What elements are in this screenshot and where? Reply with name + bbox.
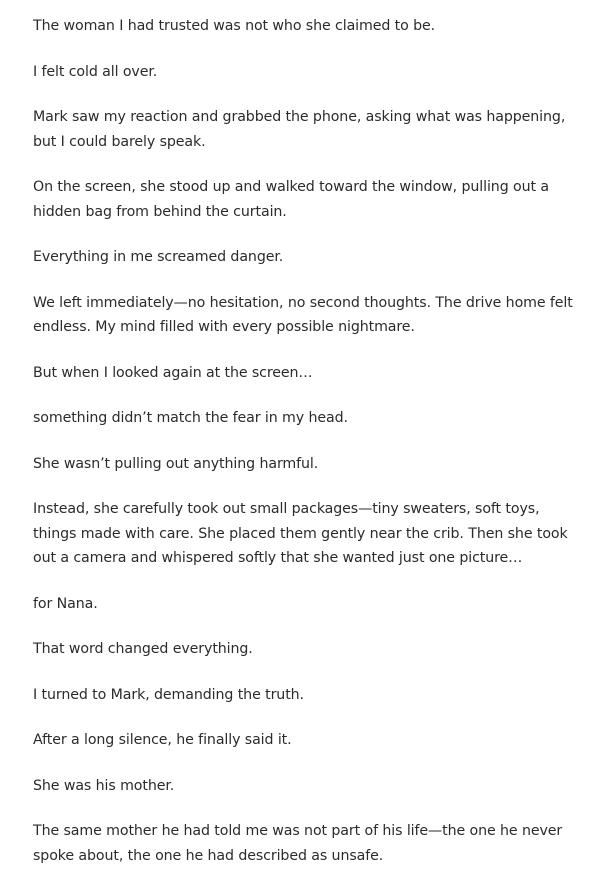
paragraph: We left immediately—no hesitation, no second thoughts. The drive home felt endless. My mind filled with every possible nightmare. [33, 294, 573, 335]
paragraph: The same mother he had told me was not part of his life—the one he never spoke about, the one he had described as unsafe. [33, 823, 563, 864]
paragraph: for Nana. [33, 595, 98, 612]
paragraph: Instead, she carefully took out small packages—tiny sweaters, soft toys, things made with care. She placed them gently near the crib. Then she took out a camera and whispered softly that she wanted just one picture… [33, 501, 568, 566]
paragraph: She was his mother. [33, 777, 175, 794]
paragraph: Mark saw my reaction and grabbed the phone, asking what was happening, but I could barely speak. [33, 109, 566, 150]
paragraph: Everything in me screamed danger. [33, 249, 284, 265]
paragraph: something didn’t match the fear in my head. [33, 410, 348, 426]
paragraph: I turned to Mark, demanding the truth. [33, 686, 304, 703]
paragraph: On the screen, she stood up and walked toward the window, pulling out a hidden bag from behind the curtain. [33, 179, 549, 220]
paragraph: She wasn’t pulling out anything harmful. [33, 455, 319, 472]
paragraph: That word changed everything. [33, 641, 253, 657]
paragraph: I felt cold all over. [33, 63, 158, 80]
paragraph: The woman I had trusted was not who she claimed to be. [33, 18, 436, 34]
paragraph: But when I looked again at the screen… [33, 364, 313, 381]
paragraph: After a long silence, he finally said it. [33, 732, 292, 748]
